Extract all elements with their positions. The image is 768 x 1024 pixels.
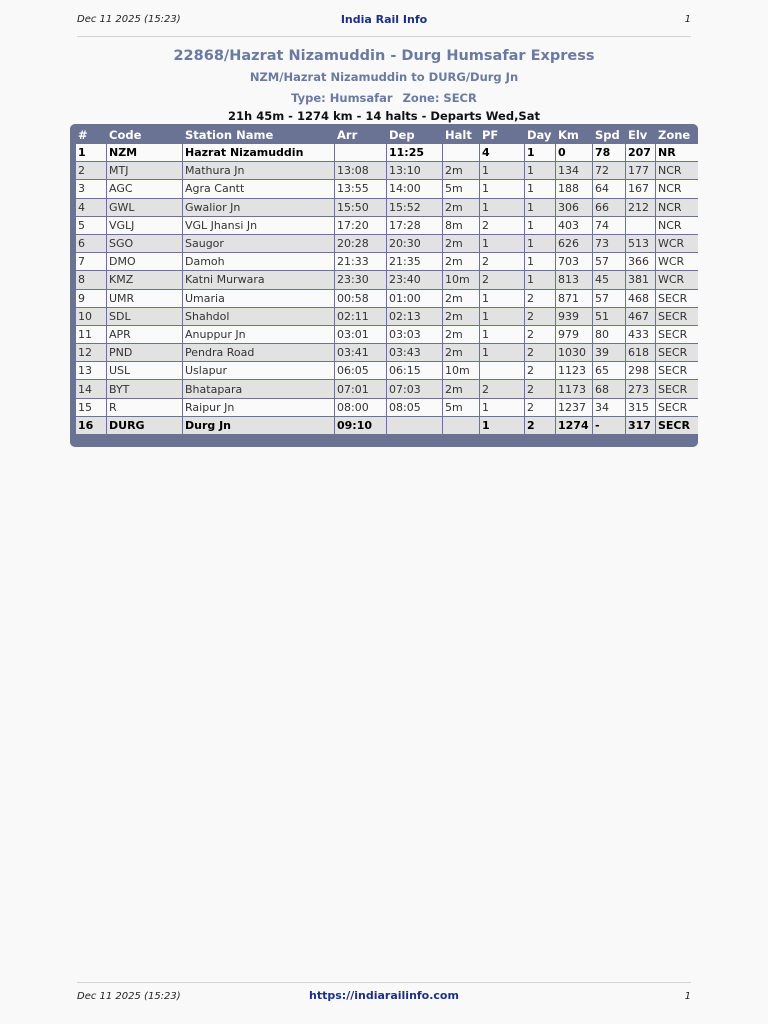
- cell-zone: SECR: [656, 380, 698, 397]
- cell-code: DURG: [107, 417, 182, 434]
- cell-pf: 1: [480, 235, 524, 252]
- table-end-spacer: [76, 435, 698, 440]
- header-col-elv: Elv: [628, 127, 648, 142]
- spacer-cell: [183, 435, 334, 440]
- cell-station-name: Shahdol: [183, 308, 334, 325]
- cell-spd: 65: [593, 362, 625, 379]
- cell-elv: 317: [626, 417, 655, 434]
- cell-station-name: Mathura Jn: [183, 162, 334, 179]
- cell-station-name: Pendra Road: [183, 344, 334, 361]
- cell-km: 813: [556, 271, 592, 288]
- cell-day: 1: [525, 162, 555, 179]
- train-zone: Zone: SECR: [402, 91, 477, 105]
- cell-code: APR: [107, 326, 182, 343]
- table-row: [76, 180, 698, 197]
- cell-elv: 467: [626, 308, 655, 325]
- cell-code: BYT: [107, 380, 182, 397]
- cell-day: 2: [525, 380, 555, 397]
- cell-halt: 2m: [443, 235, 479, 252]
- cell-station-name: Katni Murwara: [183, 271, 334, 288]
- cell-station-name: Damoh: [183, 253, 334, 270]
- cell-arr: 07:01: [335, 380, 386, 397]
- table-row: [76, 344, 698, 361]
- cell-num: 3: [76, 180, 106, 197]
- cell-halt: 5m: [443, 180, 479, 197]
- cell-spd: 51: [593, 308, 625, 325]
- cell-zone: NCR: [656, 162, 698, 179]
- header-col-pf: PF: [482, 127, 499, 142]
- spacer-cell: [593, 435, 625, 440]
- cell-elv: 315: [626, 399, 655, 416]
- cell-num: 6: [76, 235, 106, 252]
- cell-spd: 45: [593, 271, 625, 288]
- spacer-cell: [556, 435, 592, 440]
- cell-pf: 1: [480, 162, 524, 179]
- cell-km: 1123: [556, 362, 592, 379]
- cell-zone: SECR: [656, 326, 698, 343]
- cell-elv: 381: [626, 271, 655, 288]
- cell-pf: 4: [480, 144, 524, 161]
- cell-arr: 17:20: [335, 217, 386, 234]
- spacer-cell: [656, 435, 698, 440]
- cell-station-name: Umaria: [183, 290, 334, 307]
- cell-halt: 2m: [443, 326, 479, 343]
- table-row: [76, 308, 698, 325]
- cell-day: 2: [525, 308, 555, 325]
- cell-pf: 1: [480, 308, 524, 325]
- cell-num: 14: [76, 380, 106, 397]
- cell-day: 2: [525, 290, 555, 307]
- cell-arr: [335, 144, 386, 161]
- cell-spd: 68: [593, 380, 625, 397]
- train-route: NZM/Hazrat Nizamuddin to DURG/Durg Jn: [249, 70, 519, 84]
- header-col-num: #: [78, 127, 88, 142]
- cell-elv: 366: [626, 253, 655, 270]
- header-col-halt: Halt: [445, 127, 472, 142]
- cell-arr: 03:41: [335, 344, 386, 361]
- cell-station-name: Bhatapara: [183, 380, 334, 397]
- cell-code: KMZ: [107, 271, 182, 288]
- cell-km: 306: [556, 199, 592, 216]
- cell-elv: 212: [626, 199, 655, 216]
- footer-url-link[interactable]: https://indiarailinfo.com: [309, 989, 459, 1002]
- cell-day: 2: [525, 399, 555, 416]
- cell-dep: 07:03: [387, 380, 442, 397]
- cell-zone: NCR: [656, 217, 698, 234]
- cell-spd: 80: [593, 326, 625, 343]
- cell-station-name: Anuppur Jn: [183, 326, 334, 343]
- cell-code: SDL: [107, 308, 182, 325]
- cell-dep: 21:35: [387, 253, 442, 270]
- cell-halt: 10m: [443, 271, 479, 288]
- cell-code: AGC: [107, 180, 182, 197]
- cell-pf: 2: [480, 253, 524, 270]
- cell-dep: 03:43: [387, 344, 442, 361]
- cell-num: 8: [76, 271, 106, 288]
- cell-halt: 2m: [443, 308, 479, 325]
- cell-dep: [387, 417, 442, 434]
- cell-pf: 2: [480, 217, 524, 234]
- header-col-arr: Arr: [337, 127, 358, 142]
- cell-elv: 167: [626, 180, 655, 197]
- spacer-cell: [525, 435, 555, 440]
- cell-pf: 2: [480, 380, 524, 397]
- cell-station-name: Durg Jn: [183, 417, 334, 434]
- cell-code: PND: [107, 344, 182, 361]
- cell-code: MTJ: [107, 162, 182, 179]
- cell-arr: 13:55: [335, 180, 386, 197]
- cell-halt: 2m: [443, 380, 479, 397]
- cell-arr: 06:05: [335, 362, 386, 379]
- cell-num: 7: [76, 253, 106, 270]
- header-col-zone: Zone: [658, 127, 691, 142]
- cell-km: 703: [556, 253, 592, 270]
- cell-arr: 13:08: [335, 162, 386, 179]
- spacer-cell: [107, 435, 182, 440]
- table-body: [76, 144, 698, 440]
- cell-arr: 02:11: [335, 308, 386, 325]
- header-col-spd: Spd: [595, 127, 620, 142]
- cell-dep: 01:00: [387, 290, 442, 307]
- cell-zone: SECR: [656, 308, 698, 325]
- cell-day: 2: [525, 344, 555, 361]
- cell-dep: 11:25: [387, 144, 442, 161]
- schedule-table-frame: [70, 124, 698, 447]
- table-row: [76, 217, 698, 234]
- cell-day: 2: [525, 417, 555, 434]
- train-summary: 21h 45m - 1274 km - 14 halts - Departs Wed,Sat: [228, 109, 540, 123]
- cell-spd: 74: [593, 217, 625, 234]
- table-row: [76, 144, 698, 161]
- table-row: [76, 362, 698, 379]
- cell-code: DMO: [107, 253, 182, 270]
- cell-km: 1030: [556, 344, 592, 361]
- spacer-cell: [387, 435, 442, 440]
- cell-halt: [443, 144, 479, 161]
- cell-zone: SECR: [656, 362, 698, 379]
- cell-station-name: Saugor: [183, 235, 334, 252]
- cell-elv: 433: [626, 326, 655, 343]
- cell-station-name: VGL Jhansi Jn: [183, 217, 334, 234]
- cell-elv: 298: [626, 362, 655, 379]
- cell-code: UMR: [107, 290, 182, 307]
- cell-pf: 1: [480, 326, 524, 343]
- cell-halt: 2m: [443, 253, 479, 270]
- cell-code: GWL: [107, 199, 182, 216]
- train-title: 22868/Hazrat Nizamuddin - Durg Humsafar Express: [173, 48, 595, 64]
- table-row: [76, 235, 698, 252]
- cell-spd: 73: [593, 235, 625, 252]
- cell-num: 13: [76, 362, 106, 379]
- header-col-code: Code: [109, 127, 142, 142]
- table-row: [76, 290, 698, 307]
- cell-day: 2: [525, 362, 555, 379]
- cell-day: 1: [525, 199, 555, 216]
- cell-arr: 20:28: [335, 235, 386, 252]
- cell-spd: 64: [593, 180, 625, 197]
- cell-pf: 2: [480, 271, 524, 288]
- cell-pf: 1: [480, 344, 524, 361]
- table-row: [76, 399, 698, 416]
- cell-elv: 273: [626, 380, 655, 397]
- cell-halt: 2m: [443, 162, 479, 179]
- cell-zone: NCR: [656, 180, 698, 197]
- cell-num: 10: [76, 308, 106, 325]
- cell-day: 1: [525, 271, 555, 288]
- cell-pf: 1: [480, 290, 524, 307]
- cell-km: 1237: [556, 399, 592, 416]
- header-page-number: 1: [684, 14, 691, 25]
- train-type: Type: Humsafar: [291, 91, 393, 105]
- cell-arr: 23:30: [335, 271, 386, 288]
- cell-dep: 08:05: [387, 399, 442, 416]
- cell-zone: WCR: [656, 253, 698, 270]
- cell-elv: [626, 217, 655, 234]
- cell-km: 1173: [556, 380, 592, 397]
- cell-day: 1: [525, 253, 555, 270]
- cell-km: 188: [556, 180, 592, 197]
- schedule-table: [75, 125, 699, 441]
- cell-km: 1274: [556, 417, 592, 434]
- cell-dep: 20:30: [387, 235, 442, 252]
- cell-km: 871: [556, 290, 592, 307]
- spacer-cell: [443, 435, 479, 440]
- table-row: [76, 271, 698, 288]
- cell-zone: SECR: [656, 417, 698, 434]
- cell-halt: 2m: [443, 344, 479, 361]
- table-row: [76, 380, 698, 397]
- table-row: [76, 417, 698, 434]
- cell-spd: 34: [593, 399, 625, 416]
- table-header-row: [76, 126, 698, 143]
- table-row: [76, 253, 698, 270]
- header-col-dep: Dep: [389, 127, 415, 142]
- spacer-cell: [626, 435, 655, 440]
- cell-station-name: Hazrat Nizamuddin: [183, 144, 334, 161]
- cell-dep: 14:00: [387, 180, 442, 197]
- cell-km: 939: [556, 308, 592, 325]
- cell-halt: 5m: [443, 399, 479, 416]
- cell-num: 11: [76, 326, 106, 343]
- cell-zone: SECR: [656, 290, 698, 307]
- cell-station-name: Uslapur: [183, 362, 334, 379]
- cell-km: 403: [556, 217, 592, 234]
- cell-pf: 1: [480, 199, 524, 216]
- cell-station-name: Gwalior Jn: [183, 199, 334, 216]
- cell-elv: 618: [626, 344, 655, 361]
- cell-elv: 207: [626, 144, 655, 161]
- cell-num: 16: [76, 417, 106, 434]
- cell-arr: 03:01: [335, 326, 386, 343]
- cell-arr: 09:10: [335, 417, 386, 434]
- cell-zone: NR: [656, 144, 698, 161]
- cell-dep: 06:15: [387, 362, 442, 379]
- cell-spd: 72: [593, 162, 625, 179]
- cell-dep: 17:28: [387, 217, 442, 234]
- cell-pf: [480, 362, 524, 379]
- cell-dep: 02:13: [387, 308, 442, 325]
- cell-code: NZM: [107, 144, 182, 161]
- cell-num: 9: [76, 290, 106, 307]
- table-row: [76, 162, 698, 179]
- page-footer: [77, 982, 691, 1007]
- cell-arr: 15:50: [335, 199, 386, 216]
- cell-pf: 1: [480, 417, 524, 434]
- cell-day: 2: [525, 326, 555, 343]
- cell-day: 1: [525, 144, 555, 161]
- cell-spd: 66: [593, 199, 625, 216]
- footer-page-number: 1: [684, 991, 691, 1002]
- cell-zone: SECR: [656, 399, 698, 416]
- cell-dep: 03:03: [387, 326, 442, 343]
- header-col-km: Km: [558, 127, 579, 142]
- table-row: [76, 199, 698, 216]
- cell-code: USL: [107, 362, 182, 379]
- cell-spd: 57: [593, 253, 625, 270]
- cell-spd: 78: [593, 144, 625, 161]
- cell-num: 2: [76, 162, 106, 179]
- cell-zone: WCR: [656, 235, 698, 252]
- cell-halt: 2m: [443, 290, 479, 307]
- table-row: [76, 326, 698, 343]
- cell-elv: 468: [626, 290, 655, 307]
- cell-arr: 00:58: [335, 290, 386, 307]
- train-type-zone: [0, 91, 768, 105]
- cell-station-name: Raipur Jn: [183, 399, 334, 416]
- cell-day: 1: [525, 235, 555, 252]
- cell-num: 1: [76, 144, 106, 161]
- cell-spd: 39: [593, 344, 625, 361]
- cell-km: 979: [556, 326, 592, 343]
- cell-pf: 1: [480, 399, 524, 416]
- cell-halt: 10m: [443, 362, 479, 379]
- cell-pf: 1: [480, 180, 524, 197]
- cell-elv: 177: [626, 162, 655, 179]
- cell-zone: WCR: [656, 271, 698, 288]
- cell-day: 1: [525, 217, 555, 234]
- cell-num: 5: [76, 217, 106, 234]
- cell-num: 15: [76, 399, 106, 416]
- footer-timestamp: Dec 11 2025 (15:23): [77, 991, 181, 1002]
- cell-day: 1: [525, 180, 555, 197]
- cell-station-name: Agra Cantt: [183, 180, 334, 197]
- cell-elv: 513: [626, 235, 655, 252]
- cell-num: 4: [76, 199, 106, 216]
- cell-arr: 21:33: [335, 253, 386, 270]
- cell-code: SGO: [107, 235, 182, 252]
- cell-halt: 8m: [443, 217, 479, 234]
- cell-code: R: [107, 399, 182, 416]
- cell-halt: [443, 417, 479, 434]
- header-col-day: Day: [527, 127, 552, 142]
- cell-km: 626: [556, 235, 592, 252]
- cell-num: 12: [76, 344, 106, 361]
- spacer-cell: [76, 435, 106, 440]
- cell-km: 134: [556, 162, 592, 179]
- header-site-name: India Rail Info: [340, 13, 428, 26]
- header-col-station-name: Station Name: [185, 127, 274, 142]
- cell-code: VGLJ: [107, 217, 182, 234]
- cell-zone: NCR: [656, 199, 698, 216]
- cell-dep: 15:52: [387, 199, 442, 216]
- spacer-cell: [335, 435, 386, 440]
- cell-dep: 13:10: [387, 162, 442, 179]
- cell-arr: 08:00: [335, 399, 386, 416]
- page-header: [77, 13, 691, 37]
- cell-spd: 57: [593, 290, 625, 307]
- cell-km: 0: [556, 144, 592, 161]
- cell-dep: 23:40: [387, 271, 442, 288]
- cell-halt: 2m: [443, 199, 479, 216]
- header-timestamp: Dec 11 2025 (15:23): [77, 14, 181, 25]
- cell-zone: SECR: [656, 344, 698, 361]
- cell-spd: -: [593, 417, 625, 434]
- spacer-cell: [480, 435, 524, 440]
